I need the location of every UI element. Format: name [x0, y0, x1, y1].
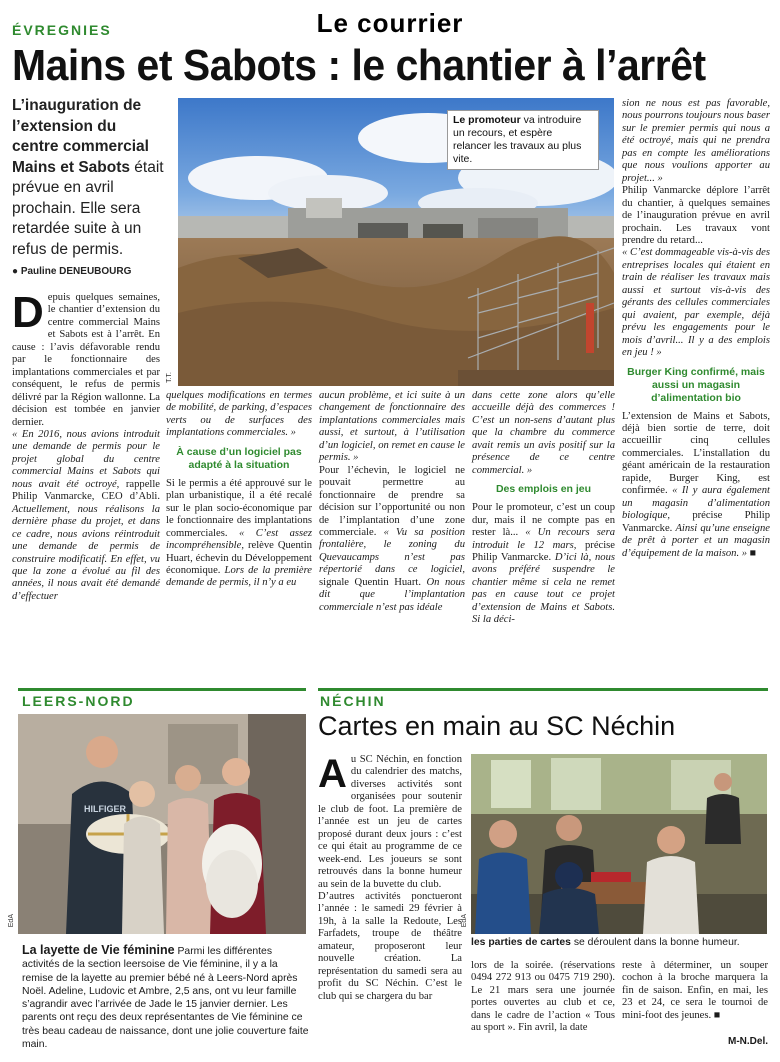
chapo-bold: L’inauguration de l’extension du centre commercial Mains et Sabots — [12, 97, 149, 176]
col5-quote-3b: Ainsi qu’une enseigne de prêt à porter et un magasin d’équipement de la maison. » — [622, 522, 770, 559]
kicker-bar-nechin — [318, 688, 768, 691]
layette-photo-credit: EdA — [8, 914, 15, 928]
cards-photo-image — [471, 754, 767, 934]
subhead-logiciel: À cause d’un logiciel pas adapté à la situation — [176, 445, 302, 471]
col3-paragraph-2: Pour l’échevin, le logiciel ne pouvait permettre au fonctionnaire de prendre sa décision sur l’opportunité ou non de l’implantation d’une zone commerciale. — [319, 464, 465, 538]
col3-quote-2: « Vu sa position frontalière, le zoning du Quevaucamps n’est pas répertorié dans ce logiciel, — [319, 526, 465, 576]
col5-quote-3: « Il y aura également un magasin d’alimentation biologique, — [622, 485, 770, 522]
article1-column-3 — [319, 390, 465, 614]
caption-bold: Le promoteur — [453, 114, 521, 126]
svg-text:HILFIGER: HILFIGER — [84, 804, 126, 814]
article3-column-2: lors de la soirée. (réservations 0494 272 913 ou 0475 719 290). Le 21 mars sera une journée portes ouvertes au club et ce, dans le cadre de l’action « Tous au sport ». Fin avril, la date — [471, 960, 615, 1034]
col1-paragraph-1: epuis quelques semaines, le chantier d’extension du centre commercial Mains et Sabots est à l’arrêt. En cause : l’avis défavorable rendu par le fonctionnaire des implantations commerciales et par conséquent, le refus de permis délivré par la Région wallonne. La décision est tombée en janvier dernier. — [12, 292, 160, 428]
col2-paragraph-2b: relève Quentin Huart, échevin du Développement économique. — [166, 540, 312, 576]
col1-quote-1: « En 2016, nous avions introduit une demande de permis pour le projet global du centre commercial Mains et Sabots qui nous avait été octroyé, — [12, 428, 160, 490]
author-signature: M-N.Del. — [728, 1036, 768, 1047]
cards-caption — [471, 936, 767, 949]
article1-headline: Mains et Sabots : le chantier à l’arrêt — [12, 41, 706, 90]
col4-paragraph-2: Pour le promoteur, c’est un coup dur, mais il ne compte pas en rester là... — [472, 502, 615, 539]
subhead-emplois: Des emplois en jeu — [495, 483, 592, 496]
col5-paragraph-2: Philip Vanmarcke déplore l’arrêt du chantier, à quelques semaines de l’inauguration prévue en avril prochain. Les travaux vont prendre du retard... — [622, 185, 770, 246]
col5-quote-1: sion ne nous est pas favorable, nous pourrons toujours nous baser sur le premier permis qui nous a été octroyé, mais qui ne prendra pas en compte les améliorations que nous voulions apporter au projet... » — [622, 98, 770, 184]
col2-quote-1: quelques modifications en termes de mobilité, de parking, d’espaces verts ou de surfaces des implantations commerciales. » — [166, 390, 312, 439]
caption-rest: va introduire un recours, et espère relancer les travaux au plus vite. — [453, 114, 582, 165]
article3-paragraph-1: u SC Néchin, en fonction du calendrier des matchs, diverses activités sont organisées pour soutenir le club de foot. La première de l’année est un jeu de cartes proposé durant deux jours : c’est ce qui était au programme de ce week-end. Les joueurs se sont retrouvés dans la bonne humeur au sein de la buvette du club. — [318, 754, 462, 890]
col1-quote-1-attr: rappelle Philip Vanmarcke, CEO d’Abli. — [12, 478, 161, 503]
article1-column-2 — [166, 390, 312, 590]
cards-photo-credit: EdA — [461, 914, 468, 928]
col4-quote-1: dans cette zone alors qu’elle accueille déjà des commerces ! C’est un non-sens d’autant plus que la chambre du commerce avait remis un avis positif sur la présence de ce centre commercial. » — [472, 390, 615, 476]
col5-paragraph-3b: précise Philip Vanmarcke. — [622, 510, 770, 534]
kicker-leers-nord: LEERS-NORD — [22, 693, 135, 709]
cards-caption-bold: les parties de cartes — [471, 937, 571, 948]
dropcap-a: A — [318, 752, 347, 796]
col4-paragraph-2b: précise Philip Vanmarcke. — [472, 539, 615, 563]
layette-photo — [18, 714, 306, 934]
kicker-evregnies: ÉVREGNIES — [12, 22, 112, 38]
article1-column-1 — [12, 288, 161, 603]
article3-column-3-text: reste à déterminer, un souper cochon à la broche marquera la fin de saison. Enfin, en mai, les 23 et 24, ce sera le tournoi de mini-foot des jeunes. — [622, 960, 768, 1021]
chapo-rest: était prévue en avril prochain. Elle sera retardée suite à un refus de permis. — [12, 158, 164, 258]
col1-quote-1-cont: Actuellement, nous réalisons la dernière phase du projet, et dans ce cadre, nous avions réintroduit une demande de permis de construire modificatif. En effet, vu que la zone a évolué au fil des années, il nous avait été demandé d’effectuer — [12, 503, 160, 602]
masthead: Le courrier — [316, 8, 464, 38]
article1-column-4 — [472, 390, 615, 627]
kicker-nechin: NÉCHIN — [320, 693, 386, 709]
kicker-bar-leers — [18, 688, 306, 691]
cards-photo — [471, 754, 767, 934]
photo-credit: T.T. — [166, 372, 173, 383]
cards-caption-rest: se déroulent dans la bonne humeur. — [570, 937, 740, 948]
col3-quote-1: aucun problème, et ici suite à un changement de fonctionnaire des implantations commerciales mais aussi, et surtout, à l’utilisation d’un logiciel, on remet en cause le permis. » — [319, 390, 465, 464]
layette-photo-image — [18, 714, 306, 934]
subhead-burger-king: Burger King confirmé, mais aussi un magasin d’alimentation bio — [627, 365, 765, 404]
col3-quote-2b: On nous dit que l’implantation commerciale n’est pas idéale — [319, 576, 465, 613]
col2-quote-2b: Lors de la première demande de permis, il n’y a eu — [166, 564, 313, 589]
article3-paragraph-2: D’autres activités ponctueront l’année : le samedi 29 février à 19h, à la salle la Redoute, Les Farfadets, troupe de théâtre amateur, proposeront leur nouvelle création. La représentation du samedi sera au profit du SC Néchin. C’est le club qui se chargera du bar — [318, 890, 462, 1002]
layette-caption-bold: La layette de Vie féminine — [22, 943, 175, 957]
article3-headline: Cartes en main au SC Néchin — [318, 711, 676, 741]
end-mark-3: ■ — [713, 1009, 721, 1021]
construction-photo-caption — [447, 110, 599, 170]
article3-column-3 — [622, 960, 768, 1022]
dropcap-d: D — [12, 288, 44, 337]
layette-caption-rest: Parmi les différentes activités de la section leersoise de Vie féminine, il y a la remise de la layette au premier bébé né à Leers-Nord après Noël. Adeline, Ludovic et Ambre, 2,5 ans, ont vu leur famille s’agrandir avec l’arrivée de Jade le 15 janvier dernier. Les parents ont reçu des deux représentantes de Vie féminine ce très beau cadeau de naissance, dont une jolie couverture faite main. — [22, 946, 309, 1051]
layette-caption — [22, 944, 310, 1051]
col4-quote-2: « Un recours sera introduit le 12 mars, — [472, 527, 616, 551]
col5-paragraph-3: L’extension de Mains et Sabots, déjà bien sortie de terre, doit accueillir cinq cellules commerciales. L’installation du géant américain de la restauration rapide, Burger King, est confirmée. — [622, 410, 770, 497]
col5-quote-2: « C’est dommageable vis-à-vis des entreprises locales qui étaient en train de réaliser les travaux mais aussi et surtout vis-à-vis des gérants des cellules commerciales qui avaient, par exemple, déjà prévu les engagements pour le mois d’avril... Il y a des emplois en jeu ! » — [622, 247, 770, 359]
col2-paragraph-2: Si le permis a été approuvé sur le plan urbanistique, il a été recalé sur le plan socio-économique par le fonctionnaire des implantations commerciales. — [166, 477, 312, 539]
col4-quote-2b: D’ici là, nous avons préféré suspendre le chantier même si cela ne remet pas en cause tout ce projet d’extension de Mains et Sabots. Si la déci- — [472, 551, 615, 626]
end-mark-1: ■ — [749, 547, 757, 559]
byline: ● Pauline DENEUBOURG — [12, 266, 132, 277]
col2-quote-2: « C’est assez incompréhensible, — [166, 527, 313, 552]
col3-paragraph-2b: signale Quentin Huart. — [319, 576, 427, 588]
article3-column-1 — [318, 754, 462, 1003]
article1-column-5 — [622, 98, 770, 560]
article1-chapo — [12, 96, 164, 260]
